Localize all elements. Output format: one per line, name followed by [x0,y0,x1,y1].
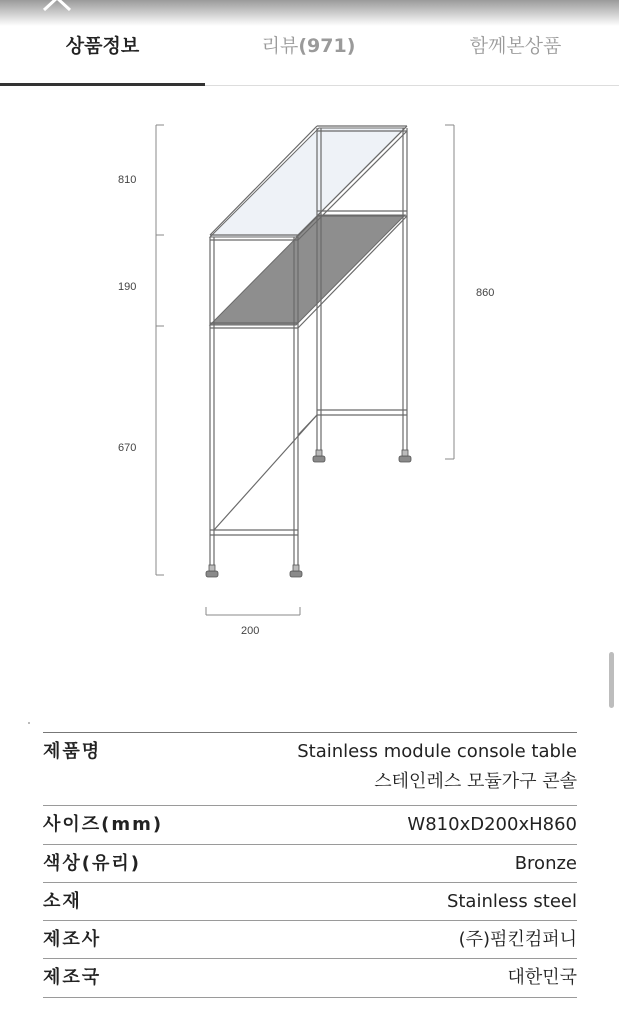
tab-bar [0,26,619,86]
dimension-label-810: 810 [118,174,137,186]
top-fade [0,0,619,26]
spec-value [297,740,577,794]
spec-value [447,890,577,914]
spec-row-size [43,806,577,845]
spec-value [507,966,577,990]
tab-reviews-count: (971) [298,35,356,57]
spec-key: 제조국 [43,967,102,988]
close-icon [40,0,76,14]
tab-reviews-label: 리뷰 [261,35,299,57]
spec-value [515,852,577,876]
dimension-label-670: 670 [118,442,137,454]
tab-product-info[interactable] [0,26,205,85]
dimension-label-190: 190 [118,281,137,293]
product-dimension-diagram [0,95,619,655]
spec-value [459,928,577,952]
spec-key: 제조사 [43,929,102,950]
spec-value [407,813,577,837]
decorative-dot [28,722,30,724]
spec-key: 제품명 [43,741,102,762]
spec-value-line: (주)펌킨컴퍼니 [458,929,577,950]
spec-value-line: Stainless steel [446,891,577,912]
spec-key: 소재 [43,891,82,912]
spec-value-line: Stainless module console table [297,741,577,762]
tab-related-products-label: 함께본상품 [469,35,562,57]
spec-value-line: 스테인레스 모듈가구 콘솔 [374,771,577,792]
spec-row-color [43,845,577,883]
spec-key: 색상(유리) [43,853,142,874]
dimension-label-200: 200 [241,625,260,637]
close-button[interactable] [40,0,76,14]
scrollbar-thumb[interactable] [609,652,614,708]
spec-row-manufacturer [43,921,577,959]
spec-value-line: 대한민국 [507,967,577,988]
spec-value-line: W810xD200xH860 [407,814,577,835]
dimension-label-860: 860 [476,287,495,299]
spec-row-material [43,883,577,921]
spec-key: 사이즈(mm) [43,814,164,835]
product-spec-table [43,732,577,998]
leveling-feet [206,450,411,577]
tab-related-products[interactable] [412,26,619,85]
tab-reviews[interactable] [205,26,412,85]
tab-product-info-label: 상품정보 [65,35,140,57]
spec-row-country [43,959,577,998]
spec-row-product-name [43,733,577,806]
spec-value-line: Bronze [514,853,577,874]
